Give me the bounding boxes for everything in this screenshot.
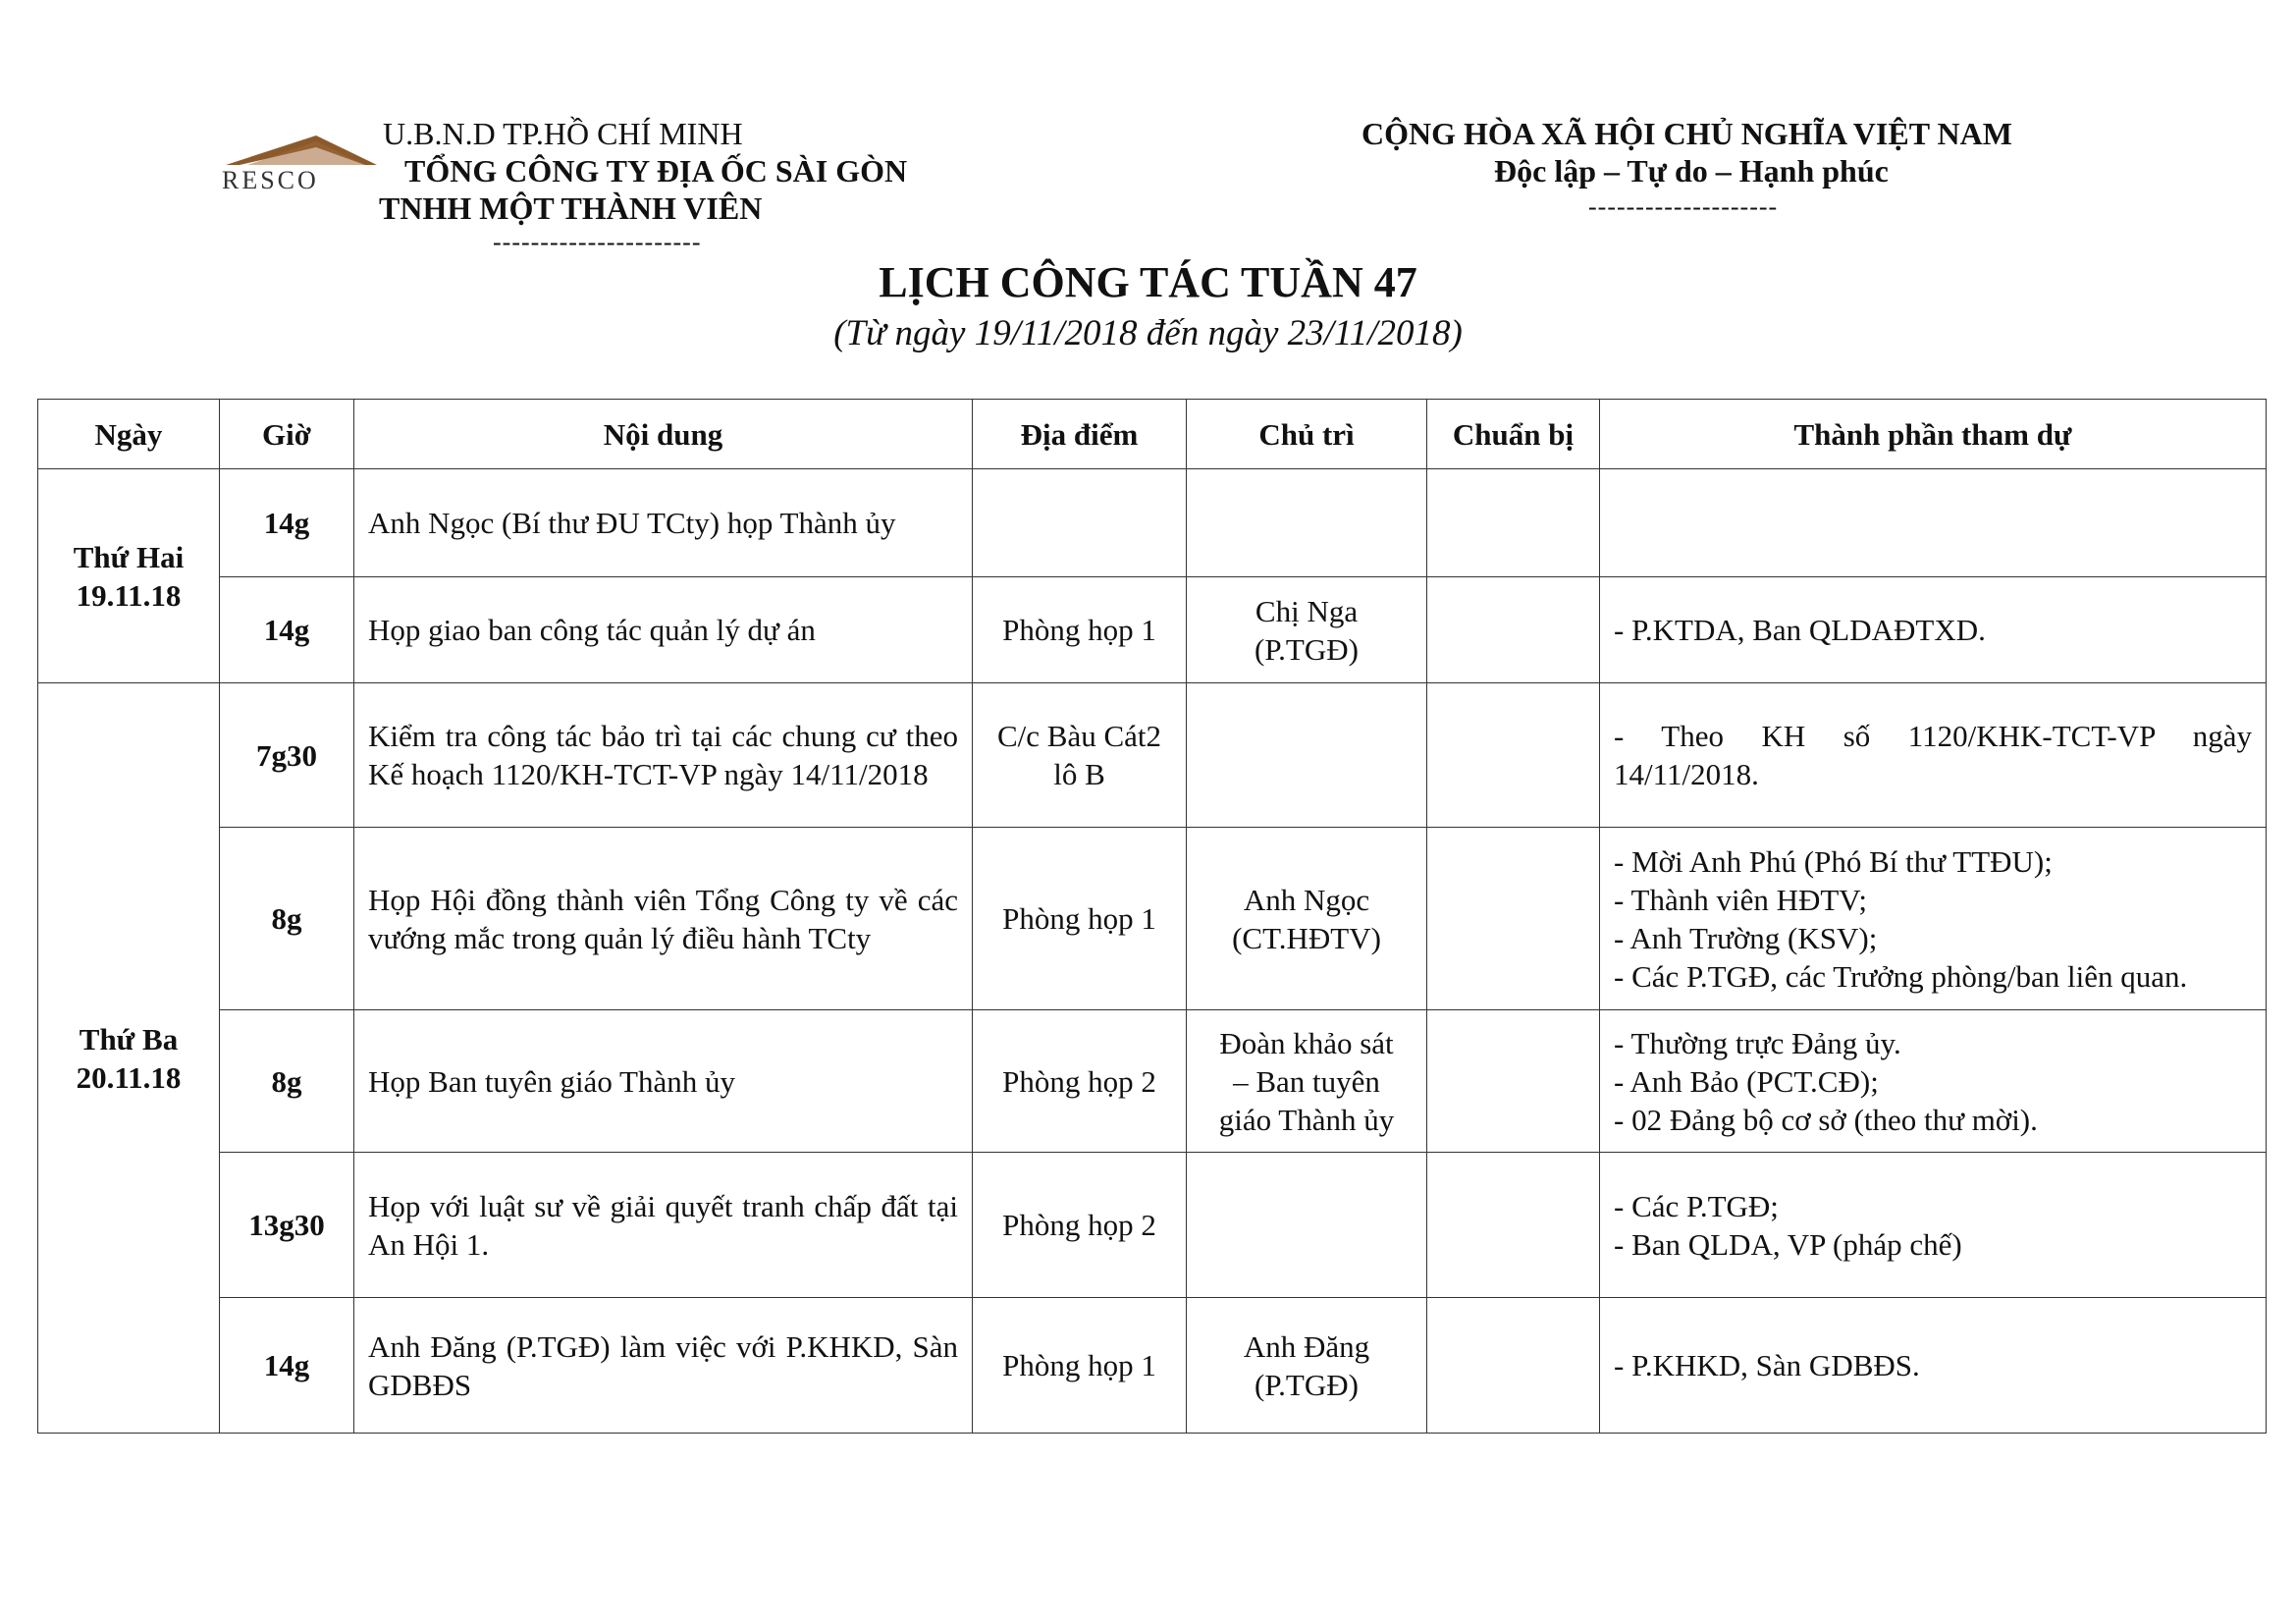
chair-cell — [1187, 1010, 1427, 1153]
time-cell: 14g — [220, 1298, 354, 1434]
prep-cell — [1427, 1298, 1600, 1434]
time-cell: 8g — [220, 828, 354, 1010]
header-prep: Chuẩn bị — [1427, 400, 1600, 469]
attendee-line: - 02 Đảng bộ cơ sở (theo thư mời). — [1614, 1102, 2038, 1137]
content-cell: Họp giao ban công tác quản lý dự án — [354, 577, 973, 683]
attendees-cell — [1600, 1298, 2267, 1434]
attendee-line: - Thành viên HĐTV; — [1614, 882, 1867, 917]
attendee-line: - Thường trực Đảng ủy. — [1614, 1025, 1901, 1060]
attendees-cell — [1600, 469, 2267, 577]
attendee-line: - Anh Trường (KSV); — [1614, 920, 1878, 955]
header-attendees: Thành phần tham dự — [1600, 400, 2267, 469]
content-cell: Anh Ngọc (Bí thư ĐU TCty) họp Thành ủy — [354, 469, 973, 577]
prep-cell — [1427, 1010, 1600, 1153]
national-title: CỘNG HÒA XÃ HỘI CHỦ NGHĨA VIỆT NAM — [1362, 116, 2012, 151]
prep-cell — [1427, 1153, 1600, 1298]
table-row — [38, 1153, 2267, 1298]
page-title: LỊCH CÔNG TÁC TUẦN 47 — [879, 258, 1417, 306]
content-cell: Kiểm tra công tác bảo trì tại các chung cư theo Kế hoạch 1120/KH-TCT-VP ngày 14/11/2018 — [354, 683, 973, 828]
time-cell: 8g — [220, 1010, 354, 1153]
org-name: TỔNG CÔNG TY ĐỊA ỐC SÀI GÒN — [404, 153, 908, 189]
attendee-line: - Các P.TGĐ; — [1614, 1188, 1779, 1223]
chair-cell — [1187, 1298, 1427, 1434]
chair-cell — [1187, 828, 1427, 1010]
chair-line: – Ban tuyên — [1233, 1063, 1380, 1099]
attendees-cell — [1600, 1010, 2267, 1153]
time-cell: 7g30 — [220, 683, 354, 828]
attendees-cell — [1600, 828, 2267, 1010]
attendees-cell — [1600, 577, 2267, 683]
day-date: 20.11.18 — [76, 1059, 182, 1095]
table-row — [38, 577, 2267, 683]
time-cell: 13g30 — [220, 1153, 354, 1298]
chair-cell — [1187, 1153, 1427, 1298]
location-cell: Phòng họp 1 — [973, 1298, 1187, 1434]
day-date: 19.11.18 — [76, 577, 182, 613]
attendee-line: - Anh Bảo (PCT.CĐ); — [1614, 1063, 1879, 1099]
table-header-row — [38, 400, 2267, 469]
national-motto: Độc lập – Tự do – Hạnh phúc — [1494, 153, 1889, 189]
location-cell: Phòng họp 1 — [973, 577, 1187, 683]
left-separator: ---------------------- — [493, 228, 702, 256]
resco-logo — [218, 128, 385, 196]
right-separator: -------------------- — [1588, 192, 1779, 221]
logo-text: RESCO — [222, 166, 319, 194]
header-content: Nội dung — [354, 400, 973, 469]
day-cell-tuesday — [38, 683, 220, 1434]
org-parent: U.B.N.D TP.HỒ CHÍ MINH — [383, 116, 743, 151]
attendee-line: - Mời Anh Phú (Phó Bí thư TTĐU); — [1614, 843, 2053, 879]
chair-line: (P.TGĐ) — [1255, 631, 1359, 667]
page-subtitle: (Từ ngày 19/11/2018 đến ngày 23/11/2018) — [833, 313, 1463, 353]
table-row — [38, 469, 2267, 577]
time-cell: 14g — [220, 577, 354, 683]
chair-line: Anh Ngọc — [1243, 882, 1370, 917]
chair-line: Chị Nga — [1255, 593, 1359, 628]
prep-cell — [1427, 577, 1600, 683]
location-cell: C/c Bàu Cát2 lô B — [973, 683, 1187, 828]
attendee-line: - P.KTDA, Ban QLDAĐTXD. — [1614, 613, 1986, 647]
header-chair: Chủ trì — [1187, 400, 1427, 469]
header-time: Giờ — [220, 400, 354, 469]
org-type: TNHH MỘT THÀNH VIÊN — [379, 190, 763, 226]
attendee-line: - Các P.TGĐ, các Trưởng phòng/ban liên quan. — [1614, 958, 2188, 994]
chair-line: (CT.HĐTV) — [1232, 920, 1381, 955]
content-cell: Anh Đăng (P.TGĐ) làm việc với P.KHKD, Sàn GDBĐS — [354, 1298, 973, 1434]
location-cell — [973, 469, 1187, 577]
content-cell: Họp Ban tuyên giáo Thành ủy — [354, 1010, 973, 1153]
attendee-line: - P.KHKD, Sàn GDBĐS. — [1614, 1348, 1920, 1382]
table-row — [38, 1298, 2267, 1434]
chair-line: (P.TGĐ) — [1255, 1367, 1359, 1402]
day-name: Thứ Ba — [79, 1021, 179, 1056]
prep-cell — [1427, 683, 1600, 828]
chair-line: giáo Thành ủy — [1218, 1102, 1395, 1137]
content-cell: Họp với luật sư về giải quyết tranh chấp đất tại An Hội 1. — [354, 1153, 973, 1298]
chair-cell — [1187, 469, 1427, 577]
prep-cell — [1427, 469, 1600, 577]
table-row — [38, 683, 2267, 828]
day-cell-monday — [38, 469, 220, 683]
chair-cell — [1187, 577, 1427, 683]
location-cell: Phòng họp 2 — [973, 1010, 1187, 1153]
attendees-cell — [1600, 683, 2267, 828]
chair-cell — [1187, 683, 1427, 828]
table-row — [38, 828, 2267, 1010]
chair-line: Đoàn khảo sát — [1219, 1025, 1394, 1060]
attendee-line: - Ban QLDA, VP (pháp chế) — [1614, 1226, 1962, 1262]
attendee-line: - Theo KH số 1120/KHK-TCT-VP ngày 14/11/2018. — [1614, 719, 2252, 791]
header-location: Địa điểm — [973, 400, 1187, 469]
location-cell: Phòng họp 2 — [973, 1153, 1187, 1298]
attendees-cell — [1600, 1153, 2267, 1298]
table-row — [38, 1010, 2267, 1153]
header-day: Ngày — [38, 400, 220, 469]
location-cell: Phòng họp 1 — [973, 828, 1187, 1010]
chair-line: Anh Đăng — [1243, 1328, 1370, 1364]
time-cell: 14g — [220, 469, 354, 577]
prep-cell — [1427, 828, 1600, 1010]
content-cell: Họp Hội đồng thành viên Tổng Công ty về các vướng mắc trong quản lý điều hành TCty — [354, 828, 973, 1010]
day-name: Thứ Hai — [73, 539, 185, 574]
schedule-table — [37, 399, 2267, 1434]
